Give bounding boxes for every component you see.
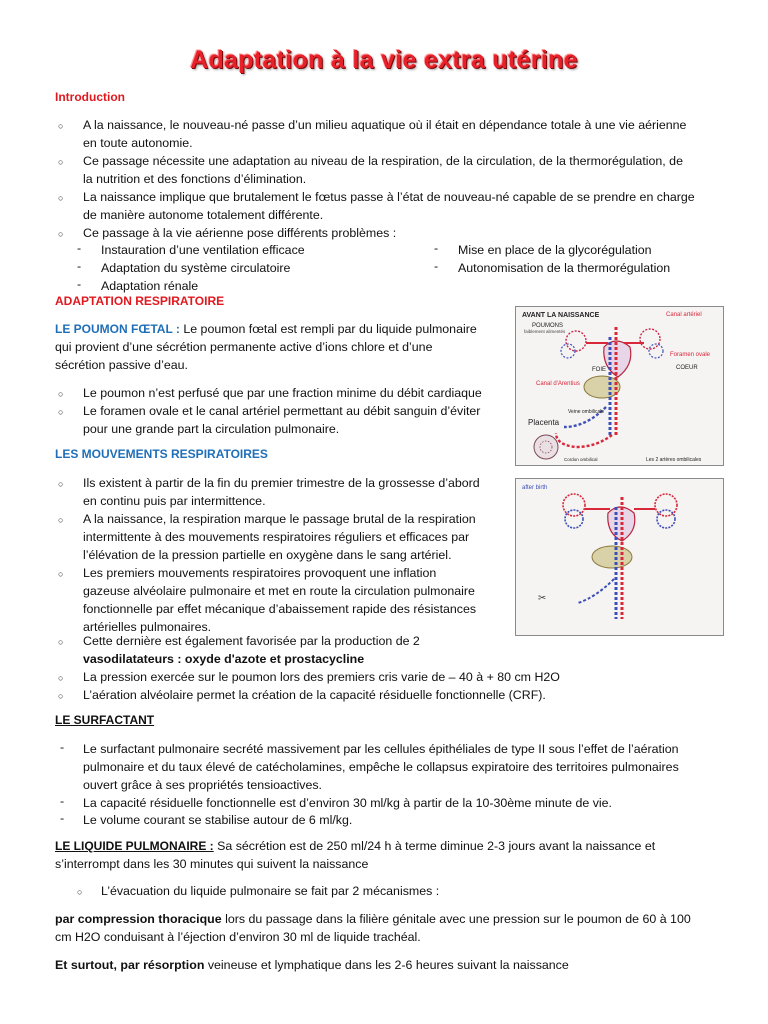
label-poumons: POUMONS [532, 323, 564, 329]
bullet-icon: ○ [58, 479, 64, 489]
list-item: Cette dernière est également favorisée par la production de 2 [83, 634, 420, 648]
resorption-paragraph [55, 956, 569, 974]
poumon-text: Le poumon fœtal est rempli par du liquide pulmonaire [179, 322, 477, 336]
dash-icon: - [60, 811, 65, 825]
dash-icon: - [77, 259, 82, 273]
dash-icon: - [77, 277, 82, 291]
list-item: pour une grande part la circulation pulmonaire. [83, 422, 340, 436]
list-item: Ce passage à la vie aérienne pose différents problèmes : [83, 226, 397, 240]
problem-item: Adaptation rénale [101, 279, 199, 293]
label-arteres: Les 2 artères ombilicales [646, 457, 702, 463]
problem-item: Mise en place de la glycorégulation [458, 243, 652, 257]
bullet-icon: ○ [58, 193, 64, 203]
list-item: Le volume courant se stabilise autour de 6 ml/kg. [83, 813, 353, 827]
fetal-circulation-figure [515, 306, 724, 466]
page-title: Adaptation à la vie extra utérine [190, 46, 578, 74]
list-item: A la naissance, la respiration marque le passage brutal de la respiration [83, 512, 476, 526]
fetal-circulation-diagram [516, 307, 723, 465]
bullet-icon: ○ [58, 637, 64, 647]
list-item: Ils existent à partir de la fin du premier trimestre de la grossesse d’abord [83, 476, 480, 490]
list-item: L’évacuation du liquide pulmonaire se fait par 2 mécanismes : [101, 884, 440, 898]
list-item: Ce passage nécessite une adaptation au niveau de la respiration, de la circulation, de la thermorégulation, de [83, 154, 683, 168]
bullet-icon: ○ [58, 673, 64, 683]
scissors-icon: ✂ [538, 593, 547, 604]
mechanism-paragraph [55, 910, 691, 928]
list-item: l’élévation de la pression partielle en oxygène dans le sang artériel. [83, 548, 452, 562]
resorption-text: veineuse et lymphatique dans les 2-6 heures suivant la naissance [204, 958, 569, 972]
problem-item: Adaptation du système circulatoire [101, 261, 291, 275]
mechanism-label: par compression thoracique [55, 912, 222, 926]
bullet-icon: ○ [58, 157, 64, 167]
dash-icon: - [77, 241, 82, 255]
label-cordon: Cordon ombilical [564, 457, 598, 462]
mechanism-text: cm H2O conduisant à l’éjection d’environ 30 ml de liquide trachéal. [55, 930, 421, 944]
problem-item: Autonomisation de la thermorégulation [458, 261, 671, 275]
list-item: Le foramen ovale et le canal artériel permettant au débit sanguin d’éviter [83, 404, 481, 418]
poumon-paragraph [55, 320, 477, 338]
bullet-icon: ○ [58, 121, 64, 131]
label-canal: Canal artériel [666, 312, 702, 318]
newborn-circulation-diagram [516, 479, 723, 635]
intro-heading: Introduction [55, 90, 125, 104]
bullet-icon: ○ [58, 407, 64, 417]
list-item: La capacité résiduelle fonctionnelle est d’environ 30 ml/kg à partir de la 10-30ème minute de vie. [83, 796, 612, 810]
dash-icon: - [60, 794, 65, 808]
label-foramen: Foramen ovale [670, 352, 711, 358]
figure-title: after birth [522, 485, 548, 491]
section-heading-mouvements: LES MOUVEMENTS RESPIRATOIRES [55, 447, 268, 461]
mechanism-text: lors du passage dans la filière génitale avec une pression sur le poumon de 60 à 100 [221, 912, 691, 926]
list-item: La pression exercée sur le poumon lors des premiers cris varie de – 40 à + 80 cm H2O [83, 670, 560, 684]
list-item: en continu puis par intermittence. [83, 494, 266, 508]
bullet-icon: ○ [58, 389, 64, 399]
poumon-text: sécrétion passive d’eau. [55, 358, 188, 372]
label-poumons-sub: faiblement alimentés [524, 329, 566, 334]
bullet-icon: ○ [58, 515, 64, 525]
newborn-circulation-figure [515, 478, 724, 636]
liquide-paragraph [55, 837, 655, 855]
list-item: Le poumon n’est perfusé que par une fraction minime du débit cardiaque [83, 386, 482, 400]
list-item: vasodilatateurs : oxyde d'azote et prostacycline [83, 652, 365, 666]
label-placenta: Placenta [528, 418, 560, 427]
placenta-icon [534, 435, 558, 459]
list-item: gazeuse alvéolaire pulmonaire et met en route la circulation pulmonaire [83, 584, 475, 598]
bullet-icon: ○ [77, 887, 83, 897]
poumon-label: LE POUMON FŒTAL : [55, 322, 180, 336]
list-item: fonctionnelle par effet mécanique d’abaissement rapide des résistances [83, 602, 477, 616]
bullet-icon: ○ [58, 569, 64, 579]
list-item: Le surfactant pulmonaire secrété massivement par les cellules épithéliales de type II sous l’effet de l’aération [83, 742, 679, 756]
list-item: Les premiers mouvements respiratoires provoquent une inflation [83, 566, 437, 580]
bullet-icon: ○ [58, 691, 64, 701]
liquide-heading: LE LIQUIDE PULMONAIRE : [55, 839, 214, 853]
bullet-icon: ○ [58, 229, 64, 239]
liquide-text: Sa sécrétion est de 250 ml/24 h à terme diminue 2-3 jours avant la naissance et [213, 839, 656, 853]
list-item: de manière autonome totalement différente. [83, 208, 324, 222]
list-item: en toute autonomie. [83, 136, 193, 150]
problem-item: Instauration d’une ventilation efficace [101, 243, 305, 257]
list-item: artérielles pulmonaires. [83, 620, 212, 634]
list-item: L’aération alvéolaire permet la création de la capacité résiduelle fonctionnelle (CRF). [83, 688, 546, 702]
list-item: la nutrition et des fonctions d’élimination. [83, 172, 307, 186]
dash-icon: - [434, 259, 439, 273]
dash-icon: - [434, 241, 439, 255]
list-item: A la naissance, le nouveau-né passe d’un milieu aquatique où il était en dépendance totale à une vie aérienne [83, 118, 687, 132]
figure-title: AVANT LA NAISSANCE [522, 312, 600, 319]
list-item: ouvert grâce à ses propriétés tensioactives. [83, 778, 322, 792]
label-arentius: Canal d'Arentius [536, 381, 580, 387]
list-item: La naissance implique que brutalement le fœtus passe à l’état de nouveau-né capable de se prendre en charge [83, 190, 695, 204]
list-item: pulmonaire et du taux élevé de catécholamines, empêche le collapsus expiratoire des territoires pulmonaires [83, 760, 679, 774]
section-heading-surfactant: LE SURFACTANT [55, 713, 155, 727]
liver-icon [592, 546, 632, 568]
liquide-text: s’interrompt dans les 30 minutes qui suivent la naissance [55, 857, 369, 871]
dash-icon: - [60, 740, 65, 754]
label-veine: Veine ombilicale [568, 409, 605, 415]
poumon-text: qui provient d’une sécrétion permanente active d’ions chlore et d’une [55, 340, 433, 354]
list-item: intermittente à des mouvements respiratoires réguliers et efficaces par [83, 530, 470, 544]
label-coeur: COEUR [676, 365, 698, 371]
label-foie: FOIE [592, 367, 607, 373]
section-heading-respiratoire: ADAPTATION RESPIRATOIRE [55, 294, 225, 308]
resorption-label: Et surtout, par résorption [55, 958, 205, 972]
